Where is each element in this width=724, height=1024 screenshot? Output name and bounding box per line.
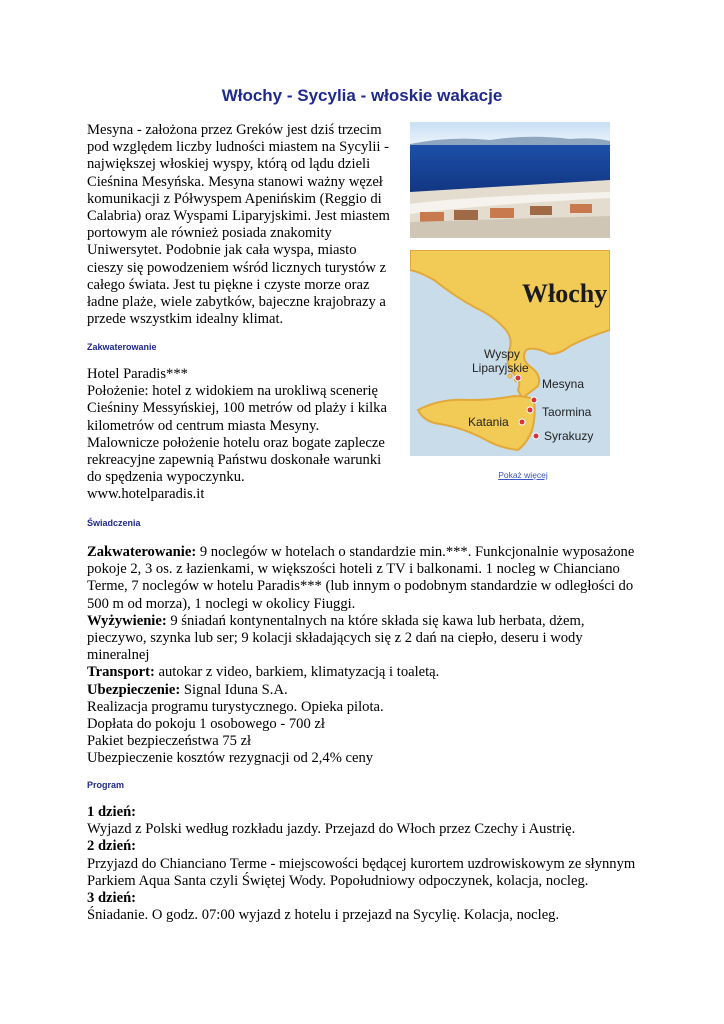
day-1-label: 1 dzień:	[87, 804, 137, 820]
intro-line: portowym ale również posiada znakomity	[87, 225, 332, 242]
services-accommodation-line	[87, 544, 647, 561]
services-transport-line	[87, 664, 647, 681]
accommodation-label: Zakwaterowanie:	[87, 544, 197, 560]
intro-line: Mesyna - założona przez Greków jest dziś trzecim	[87, 122, 382, 138]
hotel-line: do spędzenia wypoczynku.	[87, 469, 245, 486]
intro-line: cieszy się powodzeniem wśród licznych turystów z	[87, 259, 387, 276]
day-label	[87, 804, 647, 821]
intro-line: Cieśnina Mesyńska. Mesyna stanowi ważny węzeł	[87, 173, 383, 190]
day-text: Parkiem Aqua Santa czyli Świętej Wody. Popołudniowy odpoczynek, kolacja, nocleg.	[87, 872, 589, 889]
map-label-katania: Katania	[468, 415, 509, 429]
hotel-line: rekreacyjne zapewnią Państwu doskonałe warunki	[87, 452, 382, 469]
intro-line: Uniwersytet. Podobnie jak cała wyspa, miasto	[87, 242, 357, 259]
food-text: 9 śniadań kontynentalnych na które składa się kawa lub herbata, dżem,	[166, 612, 585, 629]
map-label-taormina: Taormina	[542, 405, 592, 419]
day-3-label: 3 dzień:	[87, 890, 137, 907]
day-text: Wyjazd z Polski według rozkładu jazdy. Przejazd do Włoch przez Czechy i Austrię.	[87, 821, 576, 838]
intro-line: komunikacji z Półwyspem Apenińskim (Reggio di	[87, 190, 382, 207]
services-line: Pakiet bezpieczeństwa 75 zł	[87, 733, 252, 750]
food-label: Wyżywienie:	[87, 612, 167, 629]
sea-photo-image	[410, 122, 610, 238]
insurance-label: Ubezpieczenie:	[87, 681, 181, 698]
services-line: pieczywo, szynka lub ser; 9 kolacji składających się z 2 dań na ciepło, deseru i wody	[87, 630, 583, 647]
show-more-link[interactable]: Pokaż więcej	[498, 470, 548, 480]
services-line: 500 m od morza), 1 noclegi w okolicy Fiuggi.	[87, 595, 356, 612]
program-block	[87, 804, 647, 924]
intro-paragraph	[87, 122, 392, 328]
hotel-line: Hotel Paradis***	[87, 366, 188, 382]
services-food-line	[87, 613, 647, 630]
services-line: Ubezpieczenie kosztów rezygnacji od 2,4% ceny	[87, 750, 374, 767]
day-text: Śniadanie. O godz. 07:00 wyjazd z hotelu i przejazd na Sycylię. Kolacja, nocleg.	[87, 907, 560, 924]
map-label-mesyna: Mesyna	[542, 377, 585, 391]
intro-line: całego świata. Jest tu piękne i czyste morze oraz	[87, 276, 370, 293]
intro-line: przede wszystkim idealny klimat.	[87, 311, 284, 328]
transport-text: autokar z video, barkiem, klimatyzacją i toaletą.	[154, 664, 440, 681]
map-label-wyspy: Wyspy	[484, 347, 520, 361]
services-insurance-line	[87, 682, 647, 699]
intro-line: Calabria) oraz Wyspami Liparyjskimi. Jest miastem	[87, 208, 390, 225]
day-label	[87, 838, 647, 855]
intro-line: największej włoskiej wyspy, którą od lądu dzieli	[87, 156, 371, 173]
hotel-line: Malownicze położenie hotelu oraz bogate zaplecze	[87, 434, 385, 451]
intro-line: pod względem liczby ludności miastem na Sycylii -	[87, 139, 389, 156]
transport-label: Transport:	[87, 664, 155, 681]
services-line: Realizacja programu turystycznego. Opieka pilota.	[87, 698, 384, 715]
map-country-label: Włochy	[522, 279, 608, 308]
hotel-website: www.hotelparadis.it	[87, 486, 205, 503]
sea-photo	[410, 122, 610, 238]
sicily-map-image	[410, 250, 610, 456]
services-block	[87, 544, 647, 768]
day-text: Przyjazd do Chianciano Terme - miejscowości będącej kurortem uzdrowiskowym ze słynnym	[87, 855, 636, 872]
insurance-text: Signal Iduna S.A.	[180, 681, 288, 698]
services-line: mineralnej	[87, 647, 150, 664]
hotel-paragraph	[87, 366, 392, 504]
day-label	[87, 890, 647, 907]
section-label-services: Świadczenia	[87, 518, 141, 528]
map-label-syrakuzy: Syrakuzy	[544, 429, 594, 443]
sicily-map	[410, 250, 610, 456]
hotel-line: kilometrów od centrum miasta Mesyny.	[87, 417, 320, 434]
day-2-label: 2 dzień:	[87, 838, 137, 855]
section-label-accommodation: Zakwaterowanie	[87, 342, 157, 352]
page-title: Włochy - Sycylia - włoskie wakacje	[221, 86, 503, 105]
hotel-line: Cieśniny Messyńskiej, 100 metrów od plaży i kilka	[87, 400, 387, 417]
accommodation-text: 9 noclegów w hotelach o standardzie min.***. Funkcjonalnie wyposażone	[196, 544, 635, 560]
section-label-program: Program	[87, 780, 125, 790]
services-line: Terme, 7 noclegów w hotelu Paradis*** (lub innym o podobnym standardzie w odległości do	[87, 578, 634, 595]
intro-line: ładne plaże, wiele zabytków, bajeczne krajobrazy a	[87, 294, 386, 311]
map-label-liparyjskie: Liparyjskie	[472, 361, 529, 375]
hotel-line: Położenie: hotel z widokiem na urokliwą scenerię	[87, 383, 378, 400]
services-line: pokoje 2, 3 os. z łazienkami, w większości hoteli z TV i balkonami. 1 nocleg w Chianciano	[87, 561, 620, 578]
services-line: Dopłata do pokoju 1 osobowego - 700 zł	[87, 716, 325, 733]
